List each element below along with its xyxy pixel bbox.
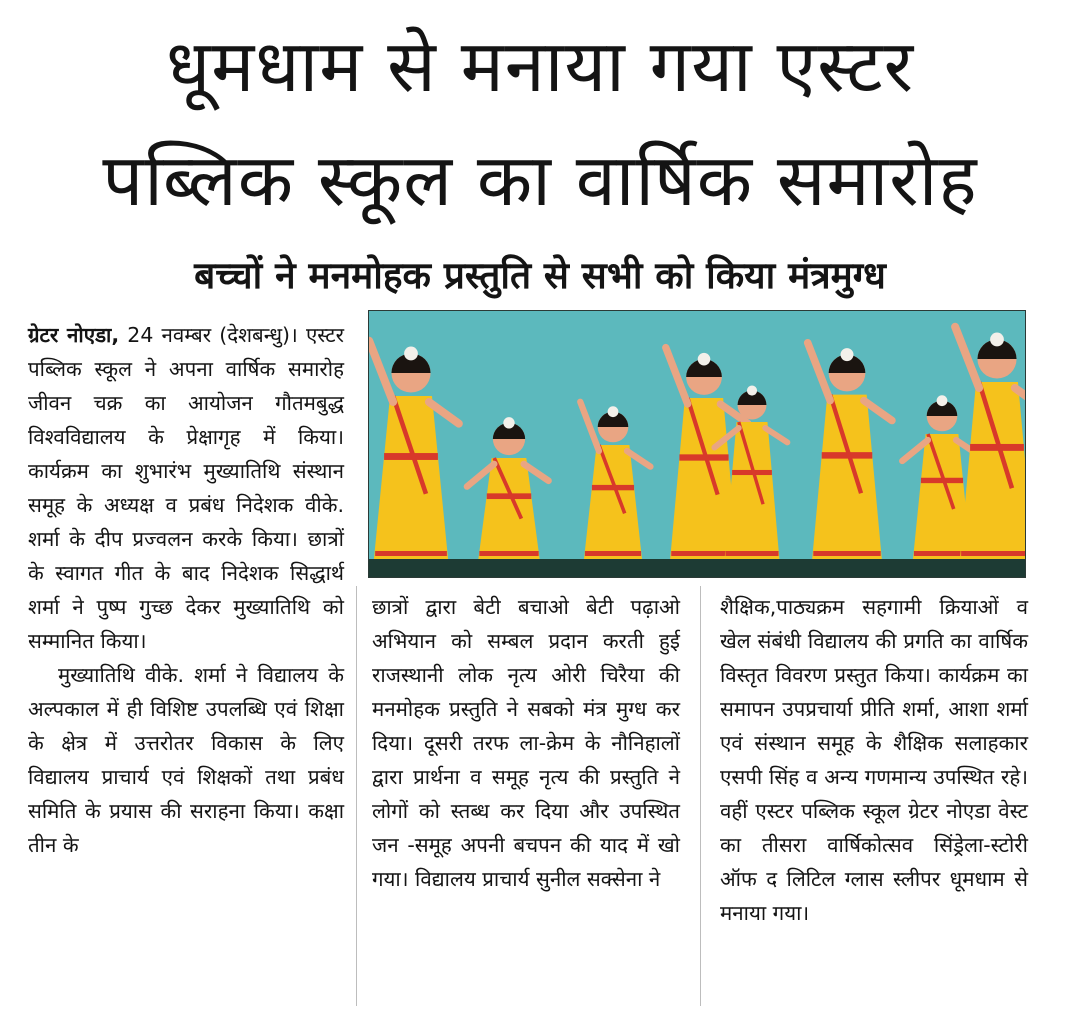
column-divider bbox=[700, 586, 701, 1006]
children-dancing-photo bbox=[368, 310, 1026, 578]
dancer-headpiece bbox=[608, 406, 619, 417]
article-column-3 bbox=[720, 590, 1028, 930]
dateline: ग्रेटर नोएडा, bbox=[28, 323, 120, 347]
dancer-hem bbox=[375, 551, 447, 556]
photo-stage bbox=[369, 559, 1025, 577]
subheadline: बच्चों ने मनमोहक प्रस्तुति से सभी को किया मंत्रमुग्ध bbox=[194, 254, 886, 297]
dancer-hem bbox=[725, 551, 778, 556]
headline-line-2: पब्लिक स्कूल का वार्षिक समारोह bbox=[102, 138, 978, 222]
article-paragraph-1 bbox=[28, 318, 344, 658]
article-paragraph-2: मुख्यातिथि वीके. शर्मा ने विद्यालय के अल्पकाल में ही विशिष्ट उपलब्धि एवं शिक्षा के क्षेत्र में उत्तरोतर विकास के लिए विद्यालय प्राचार्य एवं शिक्षकों तथा प्रबंध समिति के प्रयास की सराहना किया। कक्षा तीन के bbox=[28, 663, 344, 857]
article-paragraph-3: छात्रों द्वारा बेटी बचाओ बेटी पढ़ाओ अभियान को सम्बल प्रदान करती हुई राजस्थानी लोक नृत्य ओरी चिरैया की मनमोहक प्रस्तुति ने सबको मंत्र मुग्ध कर दिया। दूसरी तरफ ला-क्रेम के नौनिहालों द्वारा प्रार्थना व समूह नृत्य की प्रस्तुति ने लोगों को स्तब्ध कर दिया और उपस्थित जन -समूह अपनी बचपन की याद में खो गया। विद्यालय प्राचार्य सुनील सक्सेना ने bbox=[372, 595, 680, 891]
dancer-hem bbox=[585, 551, 641, 556]
dancer-headpiece bbox=[503, 417, 514, 428]
dancer-headpiece bbox=[990, 333, 1004, 347]
dancer-hem bbox=[961, 551, 1025, 556]
article-lead-text: 24 नवम्बर (देशबन्धु)। एस्टर पब्लिक स्कूल ने अपना वार्षिक समारोह जीवन चक्र का आयोजन गौतमबुद्ध विश्वविद्यालय के प्रेक्षागृह में किया। कार्यक्रम का शुभारंभ मुख्यातिथि संस्थान समूह के अध्यक्ष व प्रबंध निदेशक वीके. शर्मा के दीप प्रज्वलन करके किया। छात्रों के स्वागत गीत के बाद निदेशक सिद्धार्थ शर्मा ने पुष्प गुच्छ देकर मुख्यातिथि को सम्मानित किया। bbox=[28, 323, 344, 653]
article-column-2 bbox=[372, 590, 680, 896]
headline-line-1: धूमधाम से मनाया गया एस्टर bbox=[165, 24, 915, 108]
article-paragraph-4: शैक्षिक,पाठ्यक्रम सहगामी क्रियाओं व खेल संबंधी विद्यालय की प्रगति का वार्षिक विस्तृत विवरण प्रस्तुत किया। कार्यक्रम का समापन उपप्रचार्या प्रीति शर्मा, आशा शर्मा एवं संस्थान समूह के शैक्षिक सलाहकार एसपी सिंह व अन्य गणमान्य उपस्थित रहे। वहीं एस्टर पब्लिक स्कूल ग्रेटर नोएडा वेस्ट का तीसरा वार्षिकोत्सव सिंड्रेला-स्टोरी ऑफ द लिटिल ग्लास स्लीपर धूमधाम से मनाया गया। bbox=[720, 595, 1028, 925]
dancer-headpiece bbox=[937, 395, 948, 406]
dancer-hem bbox=[813, 551, 880, 556]
dancer-hem bbox=[479, 551, 538, 556]
dancer-headpiece bbox=[698, 353, 711, 366]
photo-illustration bbox=[369, 311, 1025, 577]
article-column-1 bbox=[28, 318, 344, 862]
dancer-headpiece bbox=[841, 348, 854, 361]
dancer-headpiece bbox=[404, 347, 418, 361]
dancer-headpiece bbox=[747, 385, 757, 395]
column-divider bbox=[356, 586, 357, 1006]
